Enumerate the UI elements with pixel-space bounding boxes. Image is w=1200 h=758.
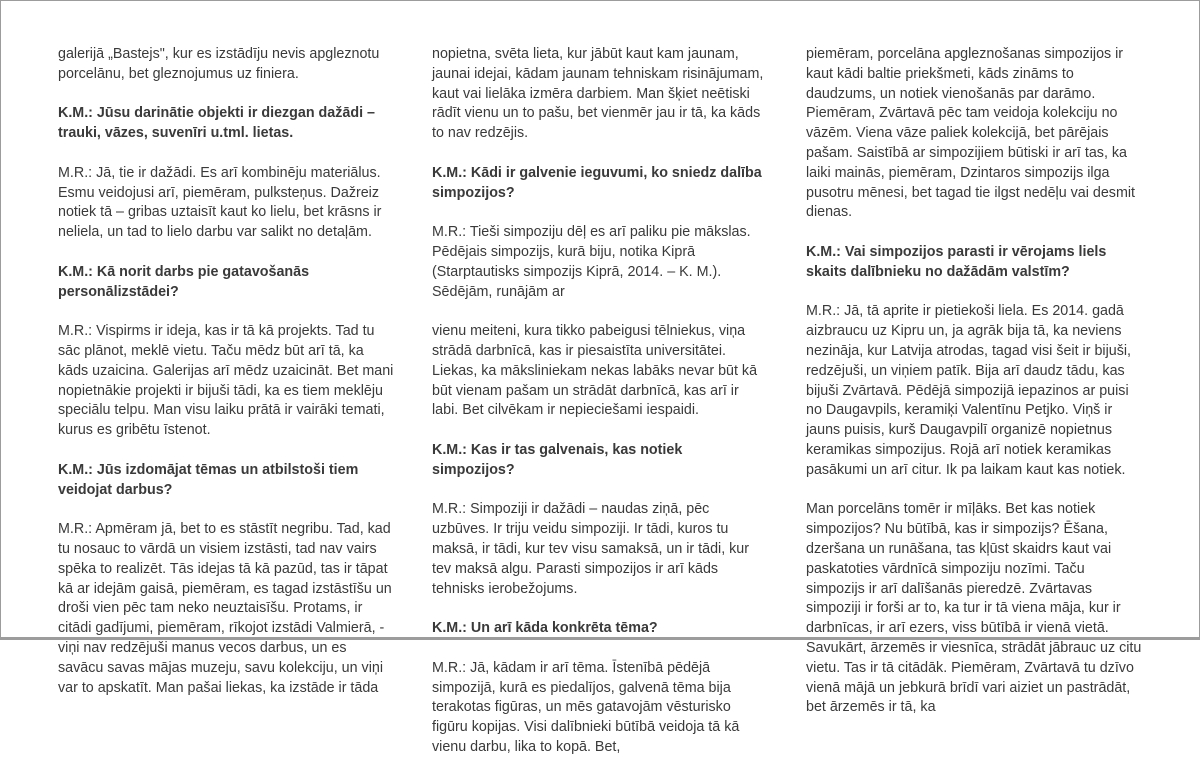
interview-question: K.M.: Kā norit darbs pie gatavošanās personālizstādei?	[58, 263, 310, 300]
interview-question: K.M.: Jūs izdomājat tēmas un atbilstoši tiem veidojat darbus?	[58, 461, 359, 498]
interview-paragraph: M.R.: Tieši simpoziju dēļ es arī paliku pie mākslas. Pēdējais simpozijs, kurā biju, notika Kiprā (Starptautisks simpozijs Kiprā, 2014. – K. M.). Sēdējām, runājām ar	[432, 224, 751, 300]
interview-paragraph: vienu meiteni, kura tikko pabeigusi tēlniekus, viņa strādā darbnīcā, kas ir piesaistīta universitātei. Liekas, ka māksliniekam nekas labāks nevar būt kā būt vienam pašam un strādāt darbnīcā, kas arī ir labi. Bet cilvēkam ir nepieciešami iespaidi.	[432, 323, 758, 419]
text-columns-container	[58, 45, 1142, 755]
text-column-2	[432, 45, 768, 758]
text-column-1	[58, 45, 394, 698]
interview-paragraph: M.R.: Jā, tie ir dažādi. Es arī kombinēju materiālus. Esmu veidojusi arī, piemēram, pulksteņus. Dažreiz notiek tā – gribas uztaisīt kaut ko lielu, bet krāsns ir neliela, un tad to lielo darbu var salikt no detaļām.	[58, 164, 382, 241]
interview-question: K.M.: Jūsu darinātie objekti ir diezgan dažādi – trauki, vāzes, suvenīri u.tml. lietas.	[58, 105, 375, 142]
interview-paragraph: piemēram, porcelāna apgleznošanas simpozijos ir kaut kādi baltie priekšmeti, kāds zināms to daudzums, un notiek vienošanās par darāmo. Piemēram, Zvārtavā pēc tam veidoja kolekciju no vāzēm. Viena vāze paliek kolekcijā, bet pārējais pašam. Saistībā ar simpozijiem būtiski ir arī tas, ka laiki mainās, piemēram, Dzintaros simpozijs ilga pusotru mēnesi, bet tagad tie ilgst nedēļu vai desmit dienas.	[806, 46, 1136, 221]
interview-paragraph: M.R.: Apmēram jā, bet to es stāstīt negribu. Tad, kad tu nosauc to vārdā un visiem izstāsti, tad nav vairs spēka to realizēt. Tās idejas tā kā pazūd, tas ir tāpat kā ar idejām gaisā, piemēram, es tagad izstāstīšu un droši vien pēc tam neko neuztaisīšu. Protams, ir citādi gadījumi, piemēram, rīkojot izstādi Valmierā, - viņi nav redzējuši manus vecos darbus, un es savācu savas mājas muzeju, savu kolekciju, un viņi var to apskatīt. Man pašai liekas, ka izstāde ir tāda	[58, 521, 392, 696]
text-column-3	[806, 45, 1142, 718]
interview-question: K.M.: Un arī kāda konkrēta tēma?	[432, 620, 658, 637]
interview-paragraph: nopietna, svēta lieta, kur jābūt kaut kam jaunam, jaunai idejai, kādam jaunam tehniskam risinājumam, kaut vai lielāka izmēra darbiem. Man šķiet neētiski rādīt vienu un to pašu, bet vienmēr jau ir tā, ka kāds to nav redzējis.	[432, 46, 764, 142]
interview-question: K.M.: Vai simpozijos parasti ir vērojams liels skaits dalībnieku no dažādām valstīm?	[806, 243, 1107, 280]
interview-paragraph: M.R.: Vispirms ir ideja, kas ir tā kā projekts. Tad tu sāc plānot, meklē vietu. Taču mēdz būt arī tā, ka kāds uzaicina. Galerijas arī mēdz uzaicināt. Bet mani nopietnākie projekti ir bijuši tādi, ka es tiem meklēju speciālu telpu. Man visu laiku prātā ir vairāki temati, kurus es gribētu īstenot.	[58, 323, 394, 439]
interview-paragraph: Man porcelāns tomēr ir mīļāks. Bet kas notiek simpozijos? Nu būtībā, kas ir simpozijs? Ēšana, dzeršana un runāšana, tas kļūst skaidrs kaut vai paskatoties vārdnīcā simpoziju nozīmi. Taču simpozijs ir arī dalīšanās pieredzē. Zvārtavas simpoziji ir forši ar to, ka tur ir tā viena māja, kur ir darbnīcas, ir arī ezers, viss būtībā ir vienā vietā. Savukārt, ārzemēs ir viesnīca, strādāt jābrauc uz citu vietu. Tas ir tā citādāk. Piemēram, Zvārtavā tu dzīvo vienā mājā un jebkurā brīdī vari aiziet un pastrādāt, bet ārzemēs ir tā, ka	[806, 501, 1142, 716]
interview-paragraph: M.R.: Simpoziji ir dažādi – naudas ziņā, pēc uzbūves. Ir triju veidu simpoziji. Ir tādi, kuros tu maksā, ir tādi, kur tev visu samaksā, un ir tādi, kur tev maksā algu. Parasti simpozijos ir arī kāds tehnisks ierobežojums.	[432, 501, 750, 597]
interview-paragraph: galerijā „Bastejs", kur es izstādīju nevis apgleznotu porcelānu, bet gleznojumus uz finiera.	[58, 46, 380, 82]
interview-question: K.M.: Kādi ir galvenie ieguvumi, ko sniedz dalība simpozijos?	[432, 164, 762, 201]
interview-paragraph: M.R.: Jā, kādam ir arī tēma. Īstenībā pēdējā simpozijā, kurā es piedalījos, galvenā tēma bija terakotas figūras, un mēs gatavojām vēsturisko figūru kopijas. Visi dalībnieki būtībā veidoja tā kā vienu darbu, lika to kopā. Bet,	[432, 659, 740, 755]
interview-paragraph: M.R.: Jā, tā aprite ir pietiekoši liela. Es 2014. gadā aizbraucu uz Kipru un, ja agrāk bija tā, ka neviens nezināja, kur Latvija atrodas, tagad visi šeit ir bijuši, redzējuši, un viņiem patīk. Bija arī daudz tādu, kas bijuši Zvārtavā. Pēdējā simpozijā iepazinos ar puisi no Daugavpils, keramiķi Valentīnu Petjko. Viņš ir jauns puisis, kurš Daugavpilī organizē nopietnus keramikas simpozijus. Rojā arī notiek keramikas pasākumi un arī citur. Ik pa laikam kaut kas notiek.	[806, 303, 1132, 478]
interview-question: K.M.: Kas ir tas galvenais, kas notiek simpozijos?	[432, 441, 683, 478]
